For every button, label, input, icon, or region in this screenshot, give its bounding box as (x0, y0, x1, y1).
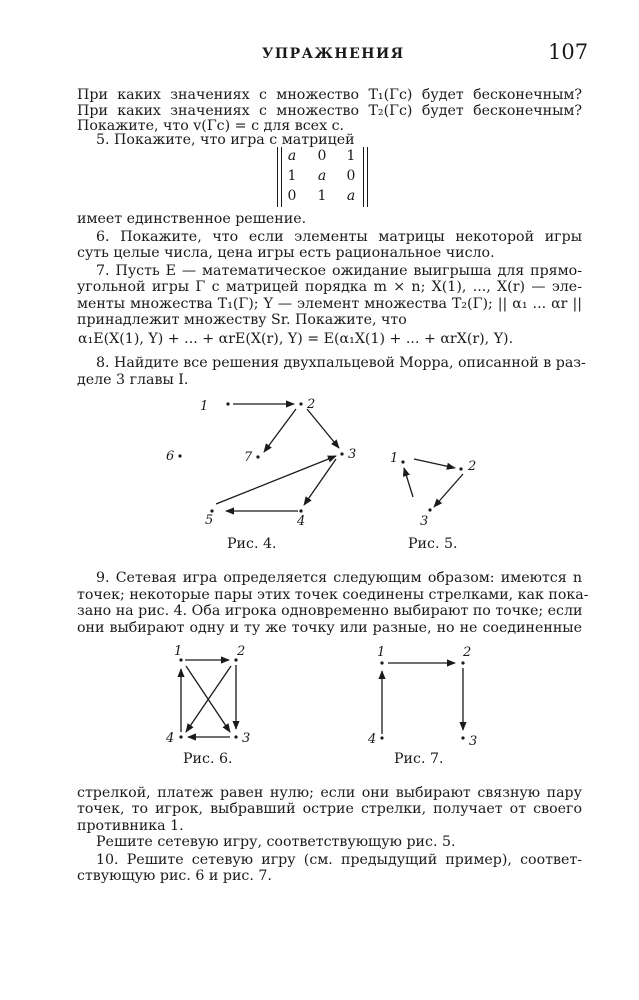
node-label: 4 (368, 732, 377, 747)
node-dot (178, 454, 181, 457)
matrix-cell: 0 (287, 188, 297, 204)
text-line: менты множества T₁(Γ); Y — элемент множества T₂(Γ); || α₁ ... αr || (77, 296, 582, 312)
figure-caption: Рис. 6. (183, 751, 233, 767)
node-dot (226, 402, 229, 405)
node-label: 3 (348, 447, 357, 462)
exercise-7: 7. Пусть E — математическое ожидание выигрыша для прямо- (96, 263, 582, 279)
figure-6-graph (181, 660, 236, 737)
text-line: угольной игры Γ с матрицей порядка m × n; X(1), ..., X(r) — эле- (77, 279, 582, 295)
figure-caption: Рис. 7. (394, 751, 444, 767)
text-line: деле 3 главы I. (77, 372, 189, 388)
node-label: 1 (200, 399, 209, 414)
exercise-9: 9. Сетевая игра определяется следующим образом: имеются n (96, 570, 582, 586)
node-dot (299, 509, 302, 512)
text-line: точек; некоторые пары этих точек соединены стрелками, как пока- (77, 587, 589, 603)
node-dot (380, 661, 383, 664)
matrix-cell: 1 (287, 168, 297, 184)
exercise-5: 5. Покажите, что игра с матрицей (96, 132, 355, 148)
text-line: суть целые числа, цена игры есть рациональное число. (77, 245, 495, 261)
node-label: 1 (377, 645, 386, 660)
node-dot (461, 661, 464, 664)
text-line: При каких значениях c множество T₁(Γc) будет бесконечным? (77, 87, 582, 103)
figure-4-graph (216, 404, 339, 511)
text-line: имеет единственное решение. (77, 211, 307, 227)
figure-5-graph (404, 459, 463, 507)
node-dot (179, 735, 182, 738)
matrix-cell: a (317, 168, 327, 184)
node-dot (401, 460, 404, 463)
node-dot (256, 455, 259, 458)
node-label: 3 (242, 731, 251, 746)
node-label: 1 (390, 451, 399, 466)
node-dot (380, 736, 383, 739)
exercise-6: 6. Покажите, что если элементы матрицы некоторой игры (96, 229, 582, 245)
node-label: 5 (205, 513, 214, 528)
node-dot (459, 467, 462, 470)
node-dot (461, 736, 464, 739)
matrix-cell: 0 (346, 168, 356, 184)
edge-2-3 (307, 409, 339, 448)
edge-5-3 (216, 456, 336, 504)
node-dot (234, 735, 237, 738)
node-label: 2 (237, 644, 246, 659)
matrix-cell: 1 (346, 148, 356, 164)
text-line: Решите сетевую игру, соответствующую рис. 5. (96, 834, 456, 850)
edge-2-3 (434, 474, 463, 507)
text-line: зано на рис. 4. Оба игрока одновременно выбирают по точке; если (77, 603, 583, 619)
formula: α₁E(X(1), Y) + ... + αrE(X(r), Y) = E(α₁X(1) + ... + αrX(r), Y). (78, 331, 514, 347)
text-line: Покажите, что v(Γc) = c для всех c. (77, 118, 345, 134)
node-label: 7 (244, 450, 253, 465)
node-label: 6 (166, 449, 175, 464)
text-line: принадлежит множеству Sr. Покажите, что (77, 312, 407, 328)
node-label: 3 (469, 734, 478, 749)
exercise-8: 8. Найдите все решения двухпальцевой Морра, описанной в раз- (96, 355, 586, 371)
node-dot (428, 508, 431, 511)
matrix-cell: 1 (317, 188, 327, 204)
running-header: УПРАЖНЕНИЯ (262, 46, 405, 62)
text-line: точек, то игрок, выбравший острие стрелки, получает от своего (77, 801, 582, 817)
text-line: ствующую рис. 6 и рис. 7. (77, 868, 272, 884)
node-label: 2 (307, 397, 316, 412)
node-label: 4 (166, 731, 175, 746)
node-label: 1 (174, 644, 183, 659)
node-label: 3 (420, 514, 429, 529)
figure-7-graph (382, 663, 463, 734)
edge-3-1 (404, 468, 413, 497)
node-dot (299, 402, 302, 405)
edge-3-4 (304, 459, 336, 505)
node-label: 2 (463, 645, 472, 660)
matrix-cell: 0 (317, 148, 327, 164)
node-label: 4 (297, 514, 306, 529)
text-line: При каких значениях c множество T₂(Γc) будет бесконечным? (77, 103, 582, 119)
text-line: стрелкой, платеж равен нулю; если они выбирают связную пару (77, 785, 582, 801)
matrix-cell: a (287, 148, 297, 164)
exercise-10: 10. Решите сетевую игру (см. предыдущий пример), соответ- (96, 852, 582, 868)
page-number: 107 (548, 40, 589, 64)
text-line: противника 1. (77, 818, 184, 834)
text-line: они выбирают одну и ту же точку или разные, но не соединенные (77, 620, 582, 636)
matrix-cell: a (346, 188, 356, 204)
node-label: 2 (468, 459, 477, 474)
figure-caption: Рис. 5. (408, 536, 458, 552)
edge-1-2 (414, 459, 455, 468)
figure-caption: Рис. 4. (227, 536, 277, 552)
node-dot (340, 452, 343, 455)
edge-2-7 (264, 409, 296, 452)
